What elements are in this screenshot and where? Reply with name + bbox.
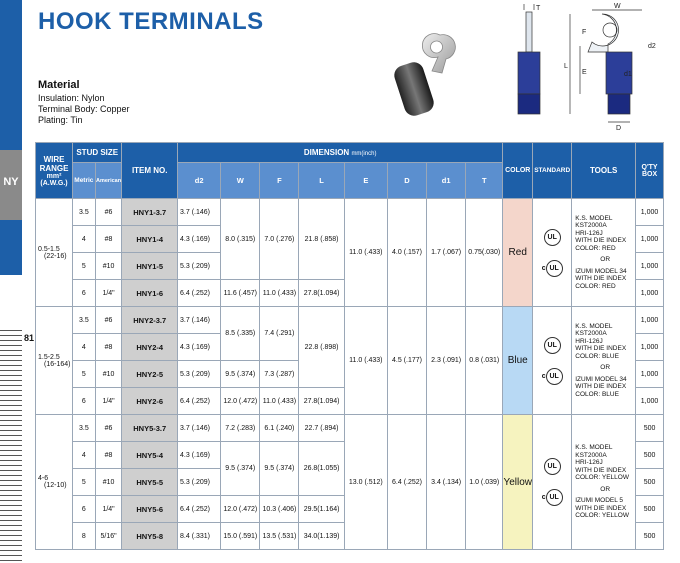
header-dimension: DIMENSION mm(inch) <box>178 143 503 163</box>
american-cell: #8 <box>95 226 122 253</box>
item-cell: HNY5-4 <box>122 442 178 469</box>
e-cell: 13.0 (.512) <box>344 415 387 550</box>
american-cell: 1/4" <box>95 280 122 307</box>
header-tools: TOOLS <box>572 143 636 199</box>
ul-listed-icon: UL <box>544 458 561 475</box>
metric-cell: 6 <box>73 496 96 523</box>
dim-label-w: W <box>614 3 621 10</box>
d2-cell: 6.4 (.252) <box>178 496 221 523</box>
metric-cell: 6 <box>73 388 96 415</box>
qty-cell: 1,000 <box>636 199 664 226</box>
american-cell: #8 <box>95 442 122 469</box>
metric-cell: 5 <box>73 253 96 280</box>
ul-listed-icon: UL <box>544 337 561 354</box>
standard-cell <box>533 199 572 307</box>
american-cell: #10 <box>95 469 122 496</box>
american-cell: 1/4" <box>95 388 122 415</box>
d2-cell: 6.4 (.252) <box>178 388 221 415</box>
qty-cell: 500 <box>636 496 664 523</box>
header-qty-box: Q'TY BOX <box>636 143 664 199</box>
table-row <box>36 199 664 226</box>
ul-listed-icon: UL <box>546 260 563 277</box>
dim-label-d: D <box>616 125 622 130</box>
american-cell: 5/16" <box>95 523 122 550</box>
american-cell: #8 <box>95 334 122 361</box>
header-col-f: F <box>260 163 299 199</box>
w-cell: 9.5 (.374) <box>221 442 260 496</box>
d2-cell: 3.7 (.146) <box>178 307 221 334</box>
item-cell: HNY1-3.7 <box>122 199 178 226</box>
w-cell: 12.0 (.472) <box>221 496 260 523</box>
header-col-l: L <box>299 163 344 199</box>
l-cell: 29.5(1.164) <box>299 496 344 523</box>
wire-range-cell: 4-6 (12-10) <box>36 415 73 550</box>
d1-cell: 2.3 (.091) <box>427 307 466 415</box>
qty-cell: 500 <box>636 469 664 496</box>
metric-cell: 5 <box>73 361 96 388</box>
tools-cell: K.S. MODEL KST2000A HRI-126J WITH DIE INDEX COLOR: RED OR IZUMI MODEL 34 WITH DIE INDEX COLOR: RED <box>572 199 636 307</box>
header-col-t: T <box>466 163 503 199</box>
sidebar <box>0 0 22 563</box>
l-cell: 22.8 (.898) <box>299 307 344 388</box>
metric-cell: 3.5 <box>73 307 96 334</box>
d2-cell: 4.3 (.169) <box>178 442 221 469</box>
header-col-d2: d2 <box>178 163 221 199</box>
f-cell: 6.1 (.240) <box>260 415 299 442</box>
w-cell: 7.2 (.283) <box>221 415 260 442</box>
terminal-photo <box>385 15 475 125</box>
f-cell: 7.0 (.276) <box>260 199 299 280</box>
d2-cell: 3.7 (.146) <box>178 199 221 226</box>
table-row <box>36 307 664 334</box>
sidebar-label: NY <box>3 176 19 188</box>
f-cell: 11.0 (.433) <box>260 280 299 307</box>
d2-cell: 5.3 (.209) <box>178 253 221 280</box>
metric-cell: 5 <box>73 469 96 496</box>
header-item-no: ITEM NO. <box>122 143 178 199</box>
item-cell: HNY5-6 <box>122 496 178 523</box>
qty-cell: 1,000 <box>636 334 664 361</box>
item-cell: HNY2-5 <box>122 361 178 388</box>
item-cell: HNY5-5 <box>122 469 178 496</box>
f-cell: 11.0 (.433) <box>260 388 299 415</box>
qty-cell: 1,000 <box>636 307 664 334</box>
header-col-e: E <box>344 163 387 199</box>
d-cell: 4.5 (.177) <box>387 307 426 415</box>
f-cell: 13.5 (.531) <box>260 523 299 550</box>
wire-range-cell: 1.5-2.5 (16-164) <box>36 307 73 415</box>
dim-label-l: L <box>564 63 568 70</box>
l-cell: 26.8(1.055) <box>299 442 344 496</box>
metric-cell: 4 <box>73 442 96 469</box>
wire-range-cell: 0.5-1.5 (22-16) <box>36 199 73 307</box>
w-cell: 8.5 (.335) <box>221 307 260 361</box>
dimension-drawing <box>510 0 680 130</box>
dim-label-f: F <box>582 29 587 36</box>
page-number: 81 <box>24 333 35 343</box>
header-col-d1: d1 <box>427 163 466 199</box>
w-cell: 11.6 (.457) <box>221 280 260 307</box>
american-cell: #6 <box>95 307 122 334</box>
t-cell: 0.8 (.031) <box>466 307 503 415</box>
metric-cell: 3.5 <box>73 199 96 226</box>
e-cell: 11.0 (.433) <box>344 199 387 307</box>
d2-cell: 4.3 (.169) <box>178 226 221 253</box>
d2-cell: 8.4 (.331) <box>178 523 221 550</box>
dim-label-e: E <box>582 69 587 76</box>
dim-label-d1: d1 <box>624 71 632 78</box>
w-cell: 15.0 (.591) <box>221 523 260 550</box>
cul-listed-icon: c <box>541 372 546 380</box>
f-cell: 9.5 (.374) <box>260 442 299 496</box>
dim-label-t: T <box>536 5 541 12</box>
item-cell: HNY2-6 <box>122 388 178 415</box>
color-cell-yellow: Yellow <box>503 415 533 550</box>
qty-cell: 1,000 <box>636 388 664 415</box>
table-row <box>36 415 664 442</box>
d2-cell: 5.3 (.209) <box>178 361 221 388</box>
page-title: HOOK TERMINALS <box>38 8 264 35</box>
tools-cell: K.S. MODEL KST2000A HRI-126J WITH DIE INDEX COLOR: BLUE OR IZUMI MODEL 34 WITH DIE INDEX COLOR: BLUE <box>572 307 636 415</box>
d1-cell: 1.7 (.067) <box>427 199 466 307</box>
t-cell: 1.0 (.039) <box>466 415 503 550</box>
sidebar-blue-band <box>0 0 22 275</box>
d2-cell: 6.4 (.252) <box>178 280 221 307</box>
header-col-d: D <box>387 163 426 199</box>
cul-listed-icon: c <box>541 264 546 272</box>
color-cell-blue: Blue <box>503 307 533 415</box>
l-cell: 34.0(1.139) <box>299 523 344 550</box>
metric-cell: 8 <box>73 523 96 550</box>
d2-cell: 3.7 (.146) <box>178 415 221 442</box>
sidebar-tick-marks <box>0 330 22 563</box>
standard-cell <box>533 307 572 415</box>
color-cell-red: Red <box>503 199 533 307</box>
qty-cell: 1,000 <box>636 253 664 280</box>
metric-cell: 3.5 <box>73 415 96 442</box>
item-cell: HNY1-6 <box>122 280 178 307</box>
american-cell: #10 <box>95 253 122 280</box>
l-cell: 21.8 (.858) <box>299 199 344 280</box>
d-cell: 6.4 (.252) <box>387 415 426 550</box>
dim-label-d2: d2 <box>648 43 656 50</box>
header-metric: Metric <box>73 163 96 199</box>
metric-cell: 4 <box>73 226 96 253</box>
tools-cell: K.S. MODEL KST2000A HRI-126J WITH DIE INDEX COLOR: YELLOW OR IZUMI MODEL 5 WITH DIE INDEX COLOR: YELLOW <box>572 415 636 550</box>
l-cell: 27.8(1.094) <box>299 280 344 307</box>
qty-cell: 500 <box>636 442 664 469</box>
item-cell: HNY5-3.7 <box>122 415 178 442</box>
header-color: COLOR <box>503 143 533 199</box>
american-cell: #6 <box>95 199 122 226</box>
header-col-w: W <box>221 163 260 199</box>
w-cell: 9.5 (.374) <box>221 361 260 388</box>
american-cell: 1/4" <box>95 496 122 523</box>
metric-cell: 4 <box>73 334 96 361</box>
item-cell: HNY1-4 <box>122 226 178 253</box>
item-cell: HNY1-5 <box>122 253 178 280</box>
material-plating: Plating: Tin <box>38 115 83 125</box>
item-cell: HNY5-8 <box>122 523 178 550</box>
ul-listed-icon: UL <box>546 489 563 506</box>
cul-listed-icon: c <box>541 494 546 501</box>
qty-cell: 1,000 <box>636 361 664 388</box>
l-cell: 22.7 (.894) <box>299 415 344 442</box>
qty-cell: 1,000 <box>636 226 664 253</box>
spec-table <box>35 142 664 550</box>
e-cell: 11.0 (.433) <box>344 307 387 415</box>
f-cell: 7.4 (.291) <box>260 307 299 361</box>
d2-cell: 4.3 (.169) <box>178 334 221 361</box>
item-cell: HNY2-4 <box>122 334 178 361</box>
header-american: American <box>95 163 122 199</box>
american-cell: #6 <box>95 415 122 442</box>
header-wire-range: WIRE RANGE mm² (A.W.G.) <box>36 143 73 199</box>
d2-cell: 5.3 (.209) <box>178 469 221 496</box>
header-stud-size: STUD SIZE <box>73 143 122 163</box>
ul-listed-icon: UL <box>546 368 563 385</box>
header-standard: STANDARD <box>533 143 572 199</box>
d-cell: 4.0 (.157) <box>387 199 426 307</box>
l-cell: 27.8(1.094) <box>299 388 344 415</box>
american-cell: #10 <box>95 361 122 388</box>
material-block <box>38 80 130 126</box>
qty-cell: 500 <box>636 415 664 442</box>
d1-cell: 3.4 (.134) <box>427 415 466 550</box>
material-body: Terminal Body: Copper <box>38 104 130 114</box>
f-cell: 7.3 (.287) <box>260 361 299 388</box>
qty-cell: 1,000 <box>636 280 664 307</box>
w-cell: 8.0 (.315) <box>221 199 260 280</box>
qty-cell: 500 <box>636 523 664 550</box>
standard-cell <box>533 415 572 550</box>
f-cell: 10.3 (.406) <box>260 496 299 523</box>
material-insulation: Insulation: Nylon <box>38 93 105 103</box>
w-cell: 12.0 (.472) <box>221 388 260 415</box>
t-cell: 0.75(.030) <box>466 199 503 307</box>
ul-listed-icon: UL <box>544 229 561 246</box>
item-cell: HNY2-3.7 <box>122 307 178 334</box>
material-heading: Material <box>38 79 80 91</box>
metric-cell: 6 <box>73 280 96 307</box>
